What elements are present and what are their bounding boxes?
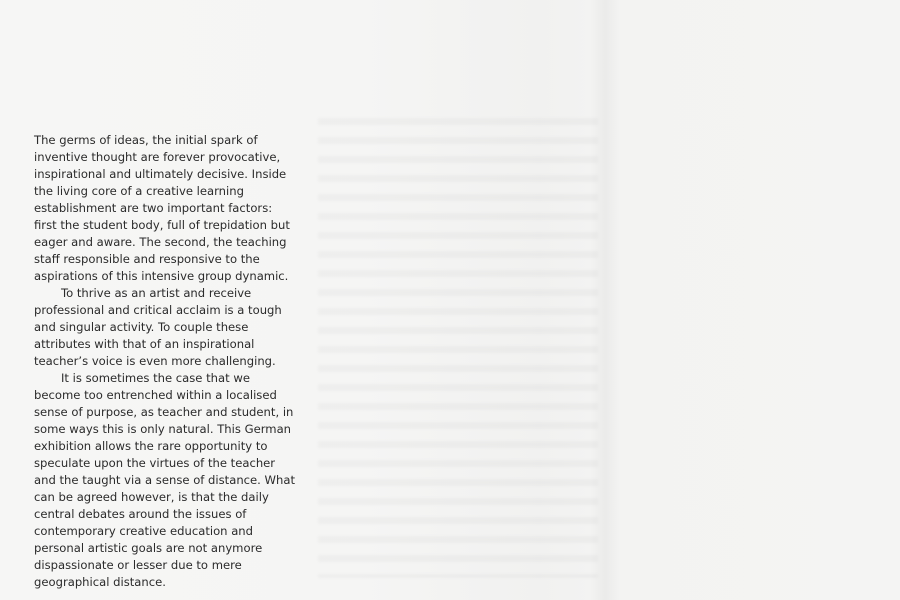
- show-through-text: [318, 118, 598, 578]
- paragraph: The germs of ideas, the initial spark of inventive thought are forever provocative, inspirational and ultimately decisive. Inside the living core of a creative learning establishment are two important factors: first the student body, full of trepidation but eager and aware. The second, the teaching staff responsible and responsive to the aspirations of this intensive group dynamic.: [34, 133, 290, 283]
- paragraph: To thrive as an artist and receive professional and critical acclaim is a tough and singular activity. To couple these attributes with that of an inspirational teacher’s voice is even more challenging.: [34, 286, 282, 368]
- page-gutter: [590, 0, 620, 600]
- body-text-column: [34, 132, 296, 591]
- paragraph: It is sometimes the case that we become too entrenched within a localised sense of purpose, as teacher and student, in some ways this is only natural. This German exhibition allows the rare opportunity to speculate upon the virtues of the teacher and the taught via a sense of distance. What can be agreed however, is that the daily central debates around the issues of contemporary creative education and personal artistic goals are not anymore dispassionate or lesser due to mere geographical distance.: [34, 371, 296, 589]
